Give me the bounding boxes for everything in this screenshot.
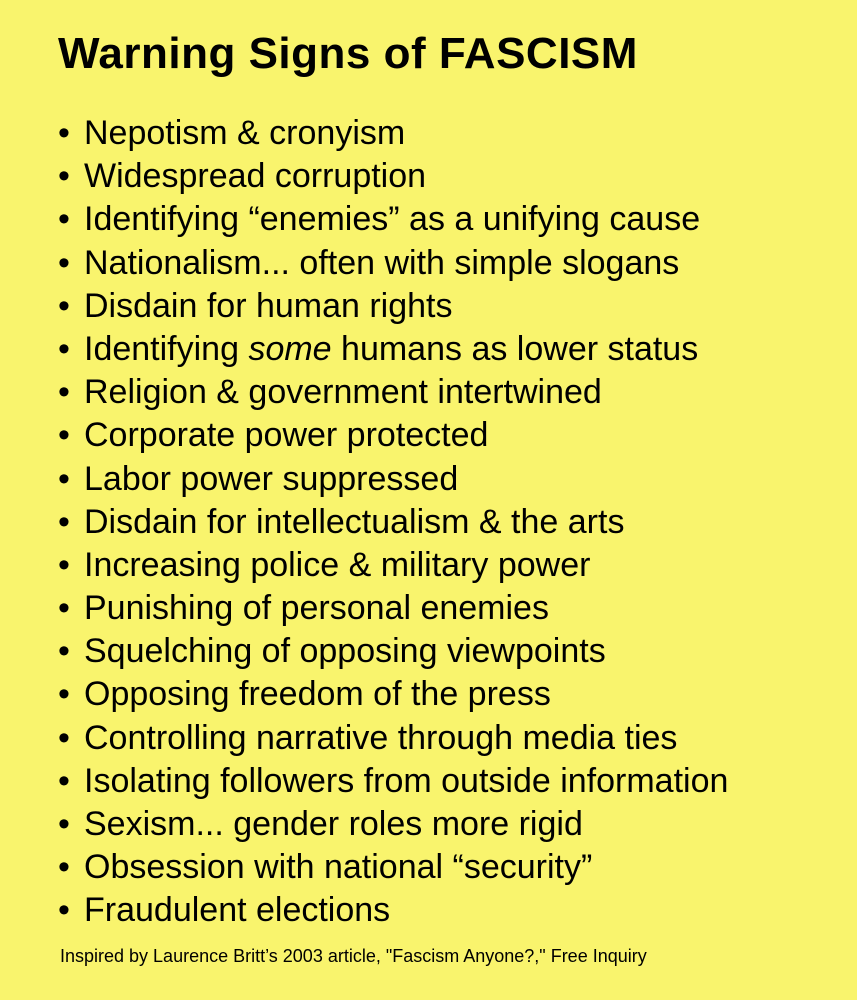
bullet-icon: •: [58, 416, 70, 455]
list-item-text: Disdain for intellectualism & the arts: [84, 502, 625, 541]
bullet-icon: •: [58, 200, 70, 239]
list-item-text: Punishing of personal enemies: [84, 589, 549, 628]
list-item: [58, 458, 728, 501]
list-item: [58, 414, 728, 457]
list-item-text: Disdain for human rights: [84, 286, 453, 325]
bullet-icon: •: [58, 675, 70, 714]
bullet-icon: •: [58, 891, 70, 930]
list-item-text: Fraudulent elections: [84, 891, 391, 930]
list-item: [58, 630, 728, 673]
list-item-text: Religion & government intertwined: [84, 373, 602, 412]
list-item-text: Nepotism & cronyism: [84, 114, 406, 152]
list-item-text: Obsession with national “security”: [84, 848, 593, 887]
list-item: [58, 501, 728, 544]
list-item-text: Increasing police & military power: [84, 545, 591, 584]
bullet-icon: •: [58, 329, 70, 368]
list-item: [58, 198, 728, 241]
list-item: [58, 846, 728, 889]
bullet-icon: •: [58, 502, 70, 541]
list-item-text: Isolating followers from outside information: [84, 761, 729, 800]
bullet-icon: •: [58, 545, 70, 584]
bullet-icon: •: [58, 459, 70, 498]
bullet-icon: •: [58, 589, 70, 628]
list-item-text: Corporate power protected: [84, 416, 489, 455]
list-item: [58, 155, 728, 198]
list-item-text: Nationalism... often with simple slogans: [84, 243, 680, 282]
list-item-text: Widespread corruption: [84, 157, 427, 196]
list-item-emphasis: some: [248, 329, 332, 368]
list-item: [58, 760, 728, 803]
source-citation: Inspired by Laurence Britt’s 2003 article, "Fascism Anyone?," Free Inquiry: [60, 946, 647, 966]
bullet-icon: •: [58, 632, 70, 671]
list-item: [58, 889, 728, 932]
bullet-icon: •: [58, 286, 70, 325]
list-item: [58, 242, 728, 285]
list-item-text-post: humans as lower status: [331, 329, 699, 368]
bullet-icon: •: [58, 243, 70, 282]
bullet-icon: •: [58, 718, 70, 757]
list-item-text: Controlling narrative through media ties: [84, 718, 678, 757]
poster-title: Warning Signs of FASCISM: [58, 29, 638, 78]
warning-signs-list: [58, 112, 728, 933]
bullet-icon: •: [58, 761, 70, 800]
bullet-icon: •: [58, 373, 70, 412]
list-item-text: Opposing freedom of the press: [84, 675, 551, 714]
list-item: [58, 328, 728, 371]
list-item-text: Labor power suppressed: [84, 459, 459, 498]
list-item-text: Sexism... gender roles more rigid: [84, 805, 583, 843]
list-item: [58, 285, 728, 328]
bullet-icon: •: [58, 114, 70, 152]
bullet-icon: •: [58, 157, 70, 196]
list-item: [58, 544, 728, 587]
bullet-icon: •: [58, 805, 70, 843]
list-item: [58, 673, 728, 716]
list-item: [58, 717, 728, 760]
list-item: [58, 112, 728, 155]
list-item: [58, 587, 728, 630]
list-item-text: Squelching of opposing viewpoints: [84, 632, 606, 671]
list-item: [58, 803, 728, 846]
list-item: [58, 371, 728, 414]
bullet-icon: •: [58, 848, 70, 887]
list-item-text: Identifying “enemies” as a unifying cause: [84, 200, 701, 239]
list-item-text-pre: Identifying: [84, 329, 249, 368]
